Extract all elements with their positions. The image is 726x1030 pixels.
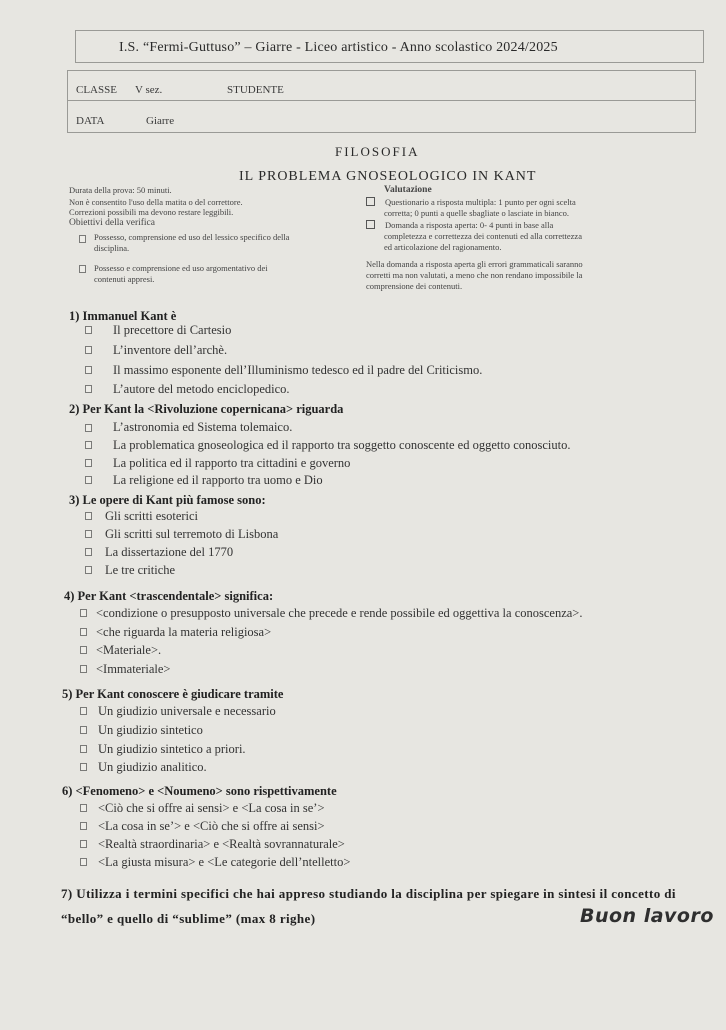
- valutazione-item2: [366, 220, 553, 230]
- valutazione-note-line2: corretti ma non valutati, a meno che non rendano impossibile la: [366, 270, 583, 280]
- valutazione-item1-checkbox: [366, 197, 375, 206]
- class-label: CLASSE: [76, 84, 117, 96]
- school-header-box: [75, 30, 704, 63]
- question-6-option-4-label: <La giusta misura> e <Le categorie dell’ntelletto>: [98, 855, 351, 869]
- question-2-option-2-label: La problematica gnoseologica ed il rapporto tra soggetto conoscente ed oggetto conosciuto.: [113, 438, 571, 452]
- question-4-option-3-label: <Materiale>.: [96, 643, 162, 657]
- valutazione-item1-line2: corretta; 0 punti a quelle sbagliate o lasciate in bianco.: [384, 208, 570, 218]
- question-3-option-4-label: Le tre critiche: [105, 563, 176, 577]
- student-info-divider: [68, 100, 695, 101]
- question-3-option-2-label: Gli scritti sul terremoto di Lisbona: [105, 527, 279, 541]
- question-5-option-1-label: Un giudizio universale e necessario: [98, 704, 276, 718]
- question-4-option-3-checkbox[interactable]: [80, 646, 87, 654]
- question-6-text: 6) <Fenomeno> e <Noumeno> sono rispettivamente: [62, 784, 337, 798]
- question-5-option-1-checkbox[interactable]: [80, 707, 87, 715]
- question-3-option-2-checkbox[interactable]: [85, 530, 92, 538]
- valutazione-title: Valutazione: [384, 185, 432, 195]
- question-2-option-1-label: L’astronomia ed Sistema tolemaico.: [113, 420, 293, 434]
- question-6-option-3-label: <Realtà straordinaria> e <Realtà sovrannaturale>: [98, 837, 345, 851]
- question-1-option-4-checkbox[interactable]: [85, 385, 92, 393]
- objective2-line2: contenuti appresi.: [94, 274, 155, 284]
- topic-title: IL PROBLEMA GNOSEOLOGICO IN KANT: [239, 169, 537, 184]
- question-6-option-3-checkbox[interactable]: [80, 840, 87, 848]
- closing-handwritten-note: Buon lavoro: [580, 905, 714, 927]
- place-value: Giarre: [146, 115, 175, 127]
- info-pencil-line2: Correzioni possibili ma devono restare leggibili.: [69, 207, 234, 217]
- info-duration: Durata della prova: 50 minuti.: [69, 185, 172, 195]
- question-3-option-1-checkbox[interactable]: [85, 512, 92, 520]
- question-5-option-2-label: Un giudizio sintetico: [98, 723, 203, 737]
- question-1-option-3-label: Il massimo esponente dell’Illuminismo tedesco ed il padre del Criticismo.: [113, 363, 483, 377]
- question-2-option-4-label: La religione ed il rapporto tra uomo e Dio: [113, 473, 323, 487]
- question-4-option-1-checkbox[interactable]: [80, 609, 87, 617]
- question-2-option-4-checkbox[interactable]: [85, 476, 92, 484]
- objective2-line1: Possesso e comprensione ed uso argomentativo dei: [94, 263, 268, 273]
- question-1-option-2-label: L’inventore dell’archè.: [113, 343, 228, 357]
- question-1-option-4-label: L’autore del metodo enciclopedico.: [113, 382, 290, 396]
- valutazione-item1-line1: Questionario a risposta multipla: 1 punto per ogni scelta: [385, 197, 576, 207]
- question-5-text: 5) Per Kant conoscere è giudicare tramite: [62, 687, 284, 701]
- question-2-option-2-checkbox[interactable]: [85, 441, 92, 449]
- question-4-option-1-label: <condizione o presupposto universale che precede e rende possibile ed oggettiva la conoscenza>.: [96, 606, 583, 620]
- question-3-option-3-checkbox[interactable]: [85, 548, 92, 556]
- subject-title: FILOSOFIA: [335, 144, 420, 159]
- valutazione-item2-line2: completezza e correttezza dei contenuti ed alla correttezza: [384, 231, 582, 241]
- question-5-option-3-checkbox[interactable]: [80, 745, 87, 753]
- question-7-line1: 7) Utilizza i termini specifici che hai appreso studiando la disciplina per spiegare in sintesi il concetto di: [61, 886, 676, 901]
- question-7-line2: “bello” e quello di “sublime” (max 8 righe): [61, 911, 316, 926]
- question-1-option-2-checkbox[interactable]: [85, 346, 92, 354]
- question-1-option-1-checkbox[interactable]: [85, 326, 92, 334]
- question-4-option-2-checkbox[interactable]: [80, 628, 87, 636]
- question-3-text: 3) Le opere di Kant più famose sono:: [69, 493, 266, 507]
- valutazione-item2-checkbox: [366, 220, 375, 229]
- question-3-option-4-checkbox[interactable]: [85, 566, 92, 574]
- class-value: V sez.: [135, 84, 163, 96]
- question-5-option-4-label: Un giudizio analitico.: [98, 760, 207, 774]
- objective1-checkbox: [79, 235, 86, 243]
- objective2-checkbox: [79, 265, 86, 273]
- objectives-title: Obiettivi della verifica: [69, 218, 155, 228]
- question-4-option-2-label: <che riguarda la materia religiosa>: [96, 625, 272, 639]
- valutazione-note-line3: comprensione dei contenuti.: [366, 281, 463, 291]
- question-6-option-1-label: <Ciò che si offre ai sensi> e <La cosa in se’>: [98, 801, 325, 815]
- valutazione-item2-line3: ed articolazione del ragionamento.: [384, 242, 502, 252]
- question-2-option-1-checkbox[interactable]: [85, 424, 92, 432]
- question-4-option-4-label: <Immateriale>: [96, 662, 171, 676]
- question-3-option-3-label: La dissertazione del 1770: [105, 545, 234, 559]
- question-4-text: 4) Per Kant <trascendentale> significa:: [64, 589, 274, 603]
- question-6-option-1-checkbox[interactable]: [80, 804, 87, 812]
- question-4-option-4-checkbox[interactable]: [80, 665, 87, 673]
- student-info-box: [67, 70, 696, 133]
- valutazione-item2-line1: Domanda a risposta aperta: 0- 4 punti in base alla: [385, 220, 554, 230]
- valutazione-note-line1: Nella domanda a risposta aperta gli errori grammaticali saranno: [366, 259, 583, 269]
- student-label: STUDENTE: [227, 84, 284, 96]
- question-1-text: 1) Immanuel Kant è: [69, 309, 177, 323]
- school-title: I.S. “Fermi-Guttuso” – Giarre - Liceo artistico - Anno scolastico 2024/2025: [119, 40, 558, 55]
- info-pencil-line1: Non è consentito l'uso della matita o del correttore.: [69, 197, 243, 207]
- valutazione-item1: [366, 197, 576, 207]
- question-2-text: 2) Per Kant la <Rivoluzione copernicana> riguarda: [69, 402, 344, 416]
- question-6-option-2-label: <La cosa in se’> e <Ciò che si offre ai sensi>: [98, 819, 325, 833]
- objective1-line1: Possesso, comprensione ed uso del lessico specifico della: [94, 232, 290, 242]
- question-2-option-3-checkbox[interactable]: [85, 459, 92, 467]
- question-1-option-3-checkbox[interactable]: [85, 366, 92, 374]
- question-5-option-4-checkbox[interactable]: [80, 763, 87, 771]
- date-label: DATA: [76, 115, 105, 127]
- objective1-line2: disciplina.: [94, 243, 130, 253]
- question-5-option-2-checkbox[interactable]: [80, 726, 87, 734]
- question-2-option-3-label: La politica ed il rapporto tra cittadini e governo: [113, 456, 351, 470]
- question-5-option-3-label: Un giudizio sintetico a priori.: [98, 742, 246, 756]
- question-1-option-1-label: Il precettore di Cartesio: [113, 323, 232, 337]
- question-3-option-1-label: Gli scritti esoterici: [105, 509, 199, 523]
- question-6-option-2-checkbox[interactable]: [80, 822, 87, 830]
- question-6-option-4-checkbox[interactable]: [80, 858, 87, 866]
